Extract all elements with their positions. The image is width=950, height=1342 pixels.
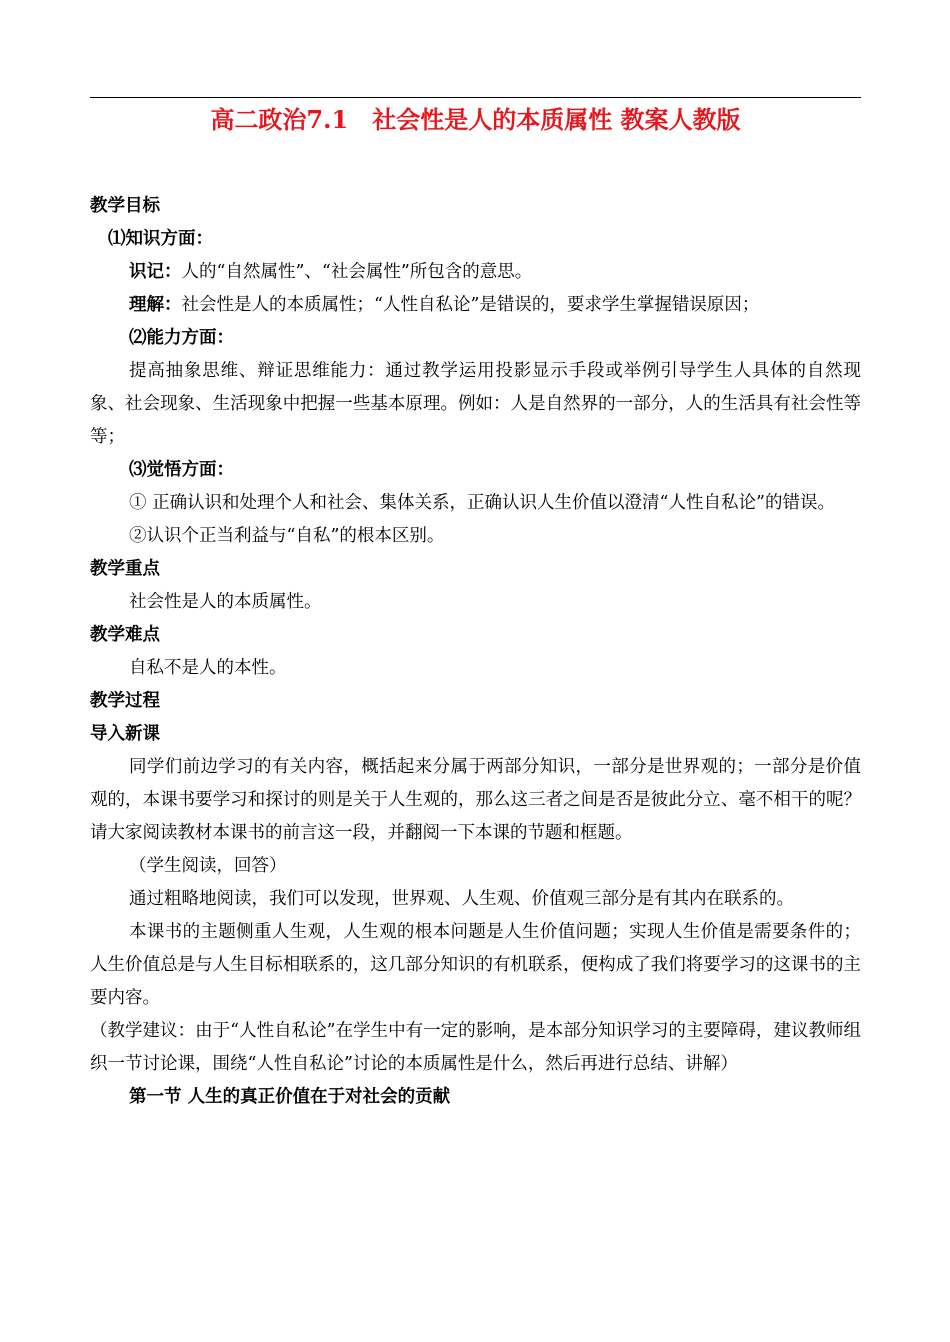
- heading-section-1: 第一节 人生的真正价值在于对社会的贡献: [129, 1087, 451, 1107]
- intro-paragraph-3: 通过粗略地阅读，我们可以发现，世界观、人生观、价值观三部分是有其内在联系的。: [129, 889, 794, 909]
- teaching-suggestion: （教学建议：由于“人性自私论”在学生中有一定的影响，是本部分知识学习的主要障碍，建议教师组织一节讨论课，围绕“人性自私论”讨论的本质属性是什么，然后再进行总结、讲解）: [90, 1021, 861, 1074]
- heading-ability: ⑵能力方面：: [129, 328, 234, 348]
- document-body: [90, 190, 861, 1114]
- intro-paragraph-2: （学生阅读，回答）: [129, 856, 287, 876]
- understand-text: 社会性是人的本质属性；“人性自私论”是错误的，要求学生掌握错误原因；: [181, 295, 760, 315]
- ability-paragraph: 提高抽象思维、辩证思维能力：通过教学运用投影显示手段或举例引导学生人具体的自然现象、社会现象、生活现象中把握一些基本原理。例如：人是自然界的一部分，人的生活具有社会性等等；: [90, 361, 861, 447]
- awareness-item-2: ②认识个正当利益与“自私”的根本区别。: [129, 526, 445, 546]
- understand-line: [90, 289, 861, 322]
- header-rule: [90, 97, 861, 98]
- heading-teaching-goals: 教学目标: [90, 196, 160, 216]
- key-point-text: 社会性是人的本质属性。: [129, 592, 322, 612]
- understand-label: 理解：: [129, 295, 182, 315]
- heading-key-point: 教学重点: [90, 559, 160, 579]
- heading-teaching-process: 教学过程: [90, 691, 160, 711]
- heading-difficult-point: 教学难点: [90, 625, 160, 645]
- difficult-point-text: 自私不是人的本性。: [129, 658, 287, 678]
- heading-knowledge: ⑴知识方面：: [108, 229, 213, 249]
- memorize-label: 识记：: [129, 262, 182, 282]
- heading-awareness: ⑶觉悟方面：: [129, 460, 234, 480]
- document-title: 高二政治7.1 社会性是人的本质属性 教案人教版: [210, 105, 741, 134]
- heading-introduction: 导入新课: [90, 724, 160, 744]
- memorize-line: [90, 256, 861, 289]
- awareness-item-1: ① 正确认识和处理个人和社会、集体关系，正确认识人生价值以澄清“人性自私论”的错误。: [129, 493, 835, 513]
- intro-paragraph-4: 本课书的主题侧重人生观，人生观的根本问题是人生价值问题；实现人生价值是需要条件的；人生价值总是与人生目标相联系的，这几部分知识的有机联系，便构成了我们将要学习的这课书的主要内容。: [90, 922, 861, 1008]
- memorize-text: 人的“自然属性”、“社会属性”所包含的意思。: [181, 262, 533, 282]
- intro-paragraph-1: 同学们前边学习的有关内容，概括起来分属于两部分知识，一部分是世界观的；一部分是价值观的，本课书要学习和探讨的则是关于人生观的，那么这三者之间是否是彼此分立、毫不相干的呢？请大家阅读教材本课书的前言这一段，并翻阅一下本课的节题和框题。: [90, 757, 861, 843]
